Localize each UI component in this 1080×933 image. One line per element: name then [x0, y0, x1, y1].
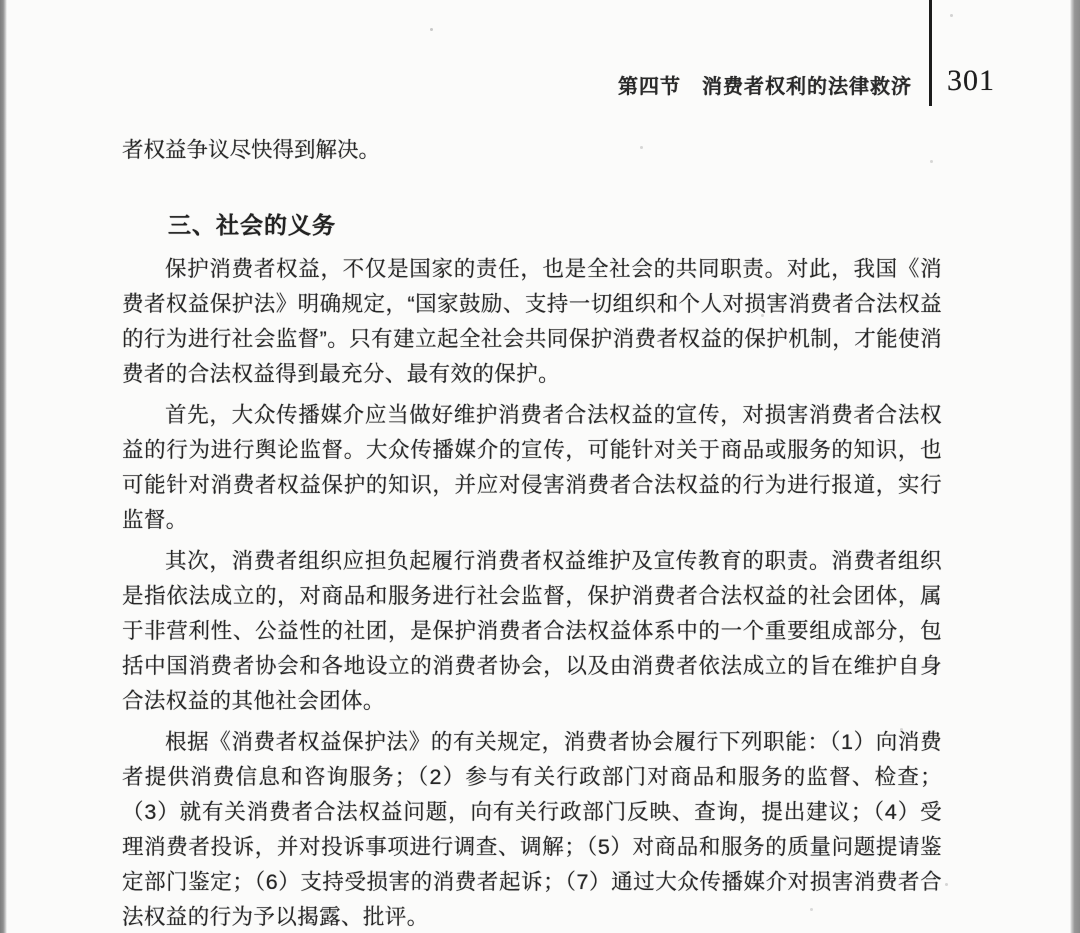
paragraph: 其次，消费者组织应担负起履行消费者权益维护及宣传教育的职责。消费者组织是指依法成立的，对商品和服务进行社会监督，保护消费者合法权益的社会团体，属于非营利性、公益性的社团，是保护消费者合法权益体系中的一个重要组成部分，包括中国消费者协会和各地设立的消费者协会，以及由消费者依法成立的旨在维护自身合法权益的其他社会团体。: [122, 549, 942, 713]
paragraph-continuation-line: 者权益争议尽快得到解决。: [122, 138, 381, 162]
page-body: [122, 133, 942, 933]
paragraph: 保护消费者权益，不仅是国家的责任，也是全社会的共同职责。对此，我国《消费者权益保护法》明确规定，“国家鼓励、支持一切组织和个人对损害消费者合法权益的行为进行社会监督”。只有建立起全社会共同保护消费者权益的保护机制，才能使消费者的合法权益得到最充分、最有效的保护。: [122, 257, 942, 386]
page-number: 301: [947, 64, 995, 97]
scan-noise: [430, 28, 433, 31]
section-heading: 三、社会的义务: [168, 212, 336, 238]
page-right-edge-shadow: [1070, 0, 1080, 933]
header-divider-line: [929, 0, 932, 106]
running-header-section-title: 第四节 消费者权利的法律救济: [618, 76, 912, 98]
paragraph: 根据《消费者权益保护法》的有关规定，消费者协会履行下列职能：（1）向消费者提供消费信息和咨询服务；（2）参与有关行政部门对商品和服务的监督、检查；（3）就有关消费者合法权益问题，向有关行政部门反映、查询，提出建议；（4）受理消费者投诉，并对投诉事项进行调查、调解；（5）对商品和服务的质量问题提请鉴定部门鉴定；（6）支持受损害的消费者起诉；（7）通过大众传播媒介对损害消费者合法权益的行为予以揭露、批评。: [122, 730, 942, 929]
paragraph: 首先，大众传播媒介应当做好维护消费者合法权益的宣传，对损害消费者合法权益的行为进行舆论监督。大众传播媒介的宣传，可能针对关于商品或服务的知识，也可能针对消费者权益保护的知识，并应对侵害消费者合法权益的行为进行报道，实行监督。: [122, 403, 942, 532]
page-left-edge-shadow: [0, 0, 7, 933]
